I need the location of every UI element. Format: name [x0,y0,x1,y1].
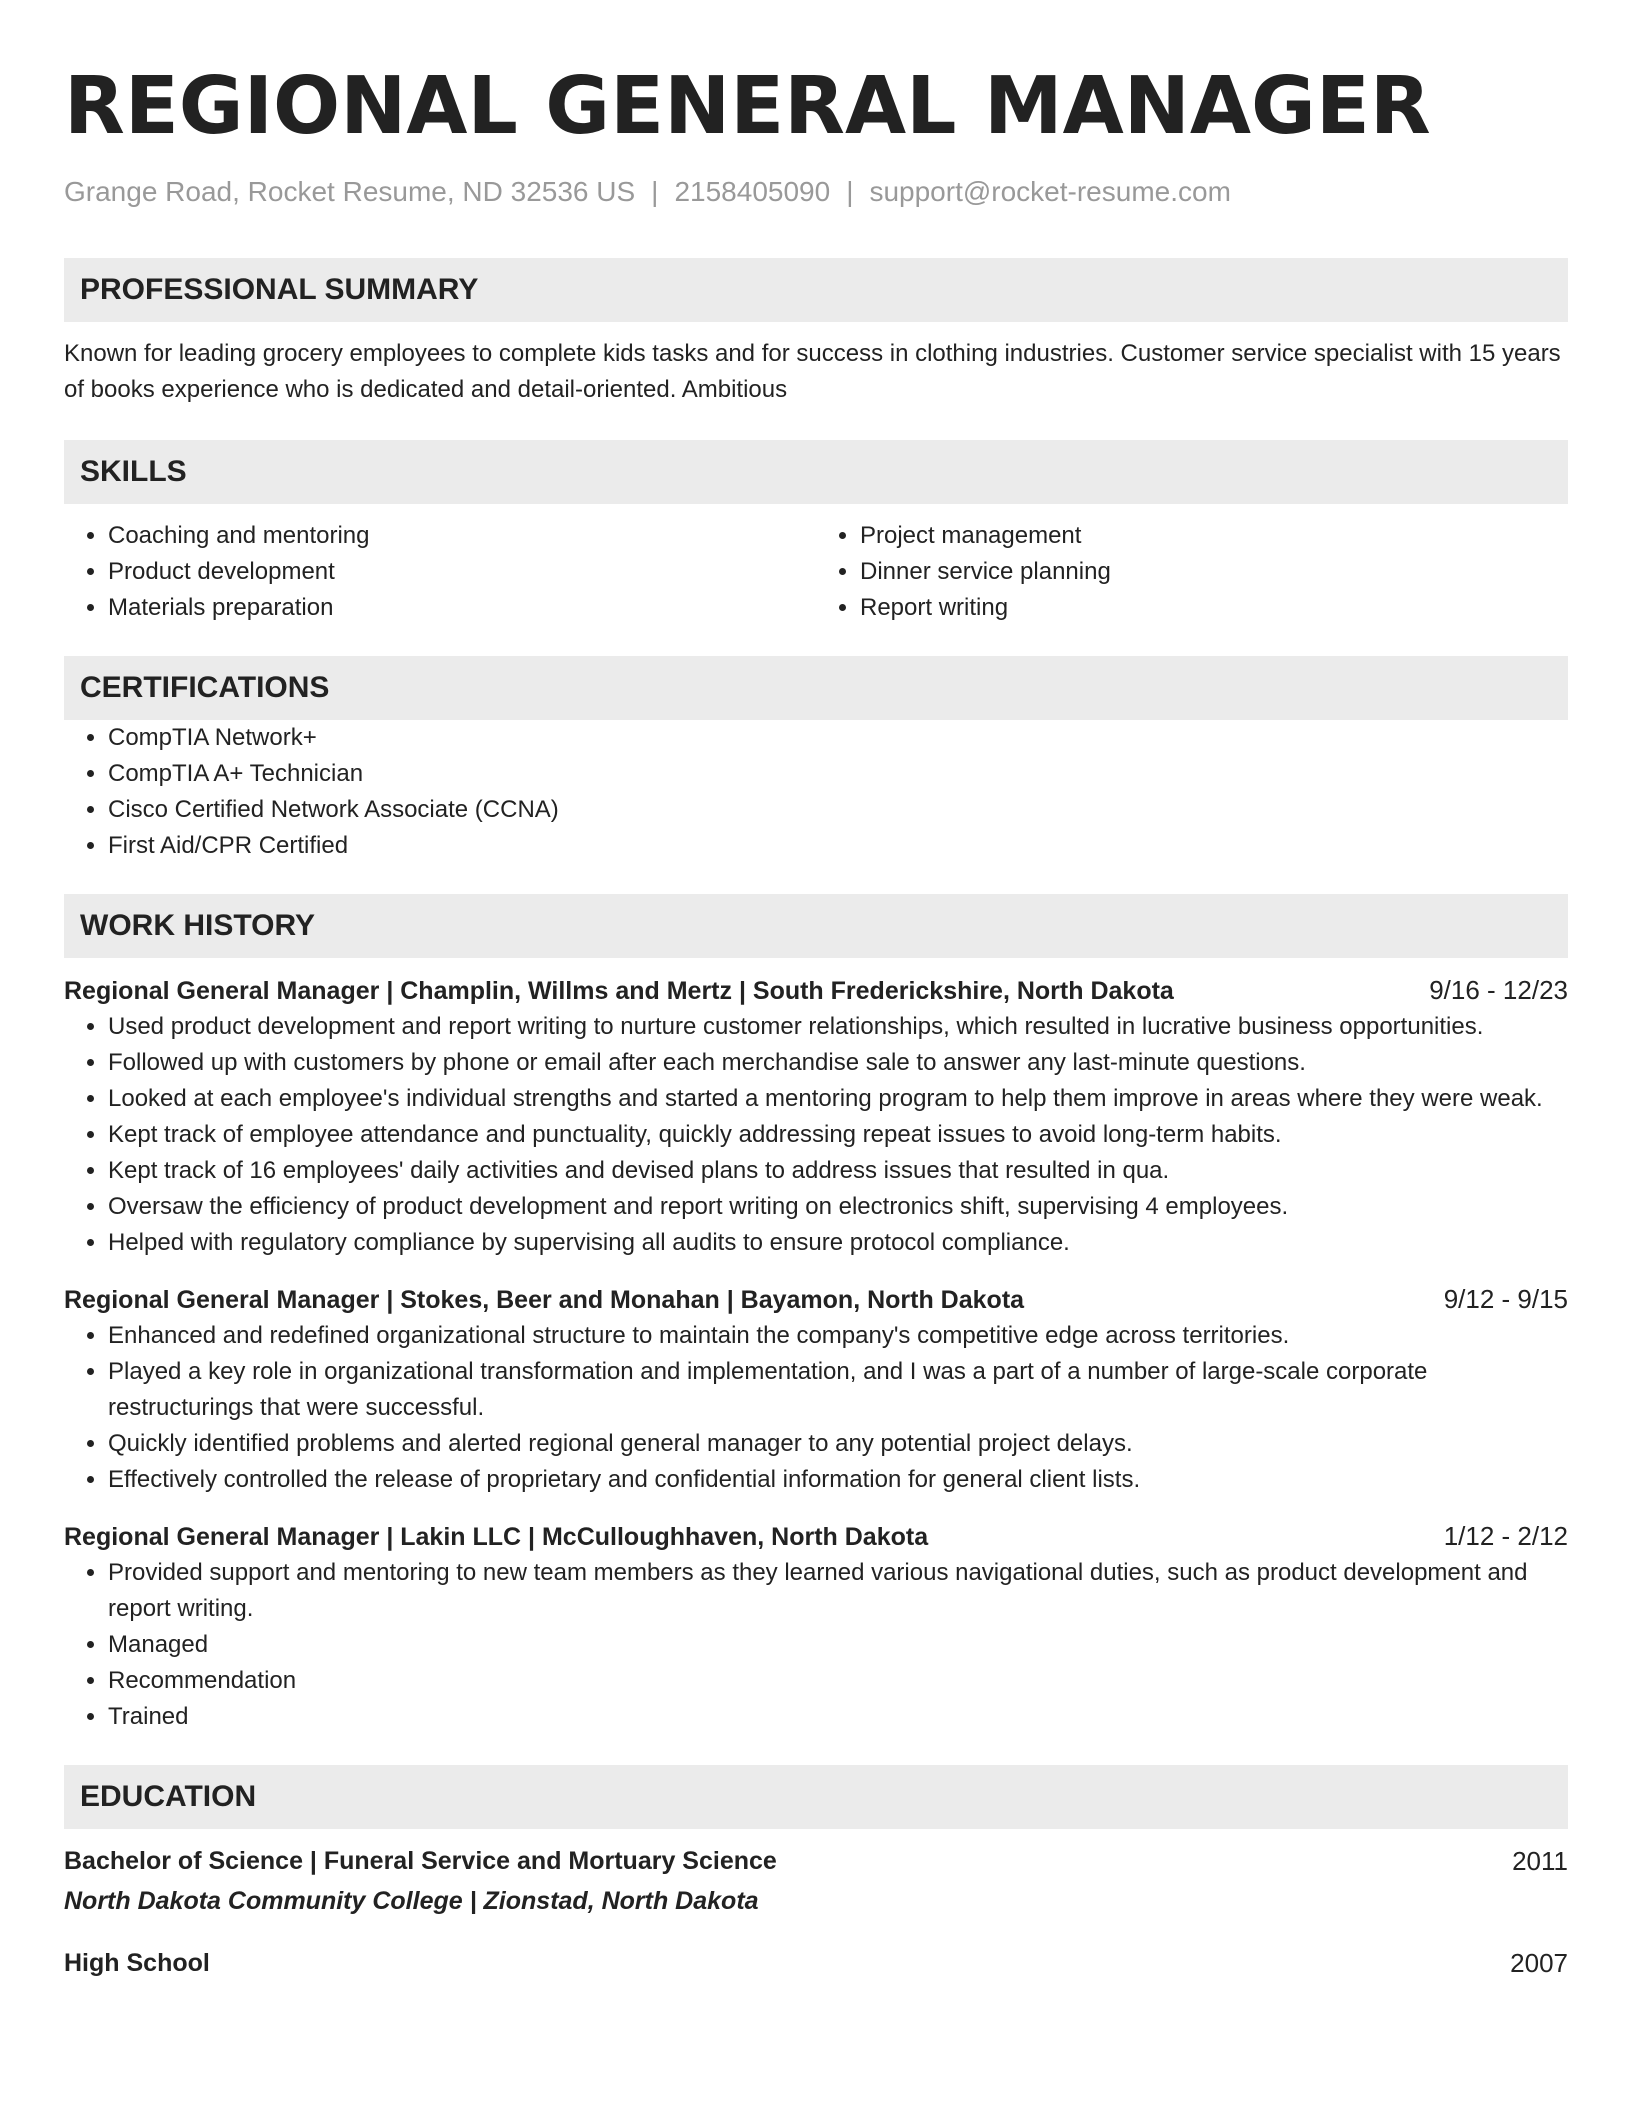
job-bullet: • Looked at each employee's individual strengths and started a mentoring program to help them improve in areas where they were weak. [108,1081,1568,1117]
skill-item: • Coaching and mentoring [108,518,816,554]
candidate-name: REGIONAL GENERAL MANAGER [64,60,1431,152]
education-entry [64,1843,1568,1919]
job-bullet: • Managed [108,1627,1568,1663]
contact-separator: | [651,176,659,207]
job-title-company: Regional General Manager | Lakin LLC | McCulloughhaven, North Dakota [64,1523,929,1551]
certifications-list [64,720,1568,864]
skills-list [64,518,1568,626]
skill-item: • Materials preparation [108,590,816,626]
education-degree: Bachelor of Science | Funeral Service and Mortuary Science [64,1847,777,1875]
job-heading-row [64,1281,1568,1318]
job-title-company: Regional General Manager | Stokes, Beer and Monahan | Bayamon, North Dakota [64,1286,1025,1314]
skill-item: • Project management [860,518,1568,554]
certification-item: • CompTIA A+ Technician [108,756,1568,792]
contact-line [64,172,1568,212]
job-bullet: • Helped with regulatory compliance by supervising all audits to ensure protocol compliance. [108,1225,1568,1261]
job-bullet: • Recommendation [108,1663,1568,1699]
job-bullet: • Followed up with customers by phone or email after each merchandise sale to answer any last-minute questions. [108,1045,1568,1081]
job-heading-row [64,972,1568,1009]
skills-column-left [64,518,816,626]
section-header-summary: PROFESSIONAL SUMMARY [64,258,1568,322]
education-year: 2007 [1510,1948,1568,1978]
contact-email[interactable]: support@rocket-resume.com [869,176,1231,207]
contact-phone: 2158405090 [674,176,831,207]
job-entry [64,1281,1568,1498]
job-bullet: • Kept track of 16 employees' daily activities and devised plans to address issues that resulted in qua. [108,1153,1568,1189]
job-heading-row [64,1518,1568,1555]
education-heading-row [64,1843,1568,1879]
job-bullets [64,1318,1568,1498]
skill-item: • Report writing [860,590,1568,626]
job-bullets [64,1555,1568,1735]
job-entry [64,1518,1568,1735]
job-dates: 1/12 - 2/12 [1443,1521,1568,1551]
section-header-work-history: WORK HISTORY [64,894,1568,958]
skill-item: • Product development [108,554,816,590]
skills-column-right [816,518,1568,626]
certification-item: • CompTIA Network+ [108,720,1568,756]
certification-item: • First Aid/CPR Certified [108,828,1568,864]
job-bullet: • Enhanced and redefined organizational structure to maintain the company's competitive edge across territories. [108,1318,1568,1354]
skill-item: • Dinner service planning [860,554,1568,590]
section-header-education: EDUCATION [64,1765,1568,1829]
summary-text: Known for leading grocery employees to complete kids tasks and for success in clothing industries. Customer service specialist with 15 years of books experience who is dedicated and detail-oriented. Ambitious [64,340,1561,403]
section-header-certifications: CERTIFICATIONS [64,656,1568,720]
job-bullet: • Kept track of employee attendance and punctuality, quickly addressing repeat issues to avoid long-term habits. [108,1117,1568,1153]
education-degree: High School [64,1949,210,1977]
job-bullet: • Provided support and mentoring to new team members as they learned various navigational duties, such as product development and report writing. [108,1555,1568,1627]
job-dates: 9/16 - 12/23 [1429,975,1568,1005]
job-bullets [64,1009,1568,1261]
job-dates: 9/12 - 9/15 [1443,1284,1568,1314]
job-entry [64,972,1568,1261]
education-heading-row [64,1945,1568,1981]
job-bullet: • Effectively controlled the release of proprietary and confidential information for general client lists. [108,1462,1568,1498]
contact-address: Grange Road, Rocket Resume, ND 32536 US [64,176,636,207]
education-school: North Dakota Community College | Zionstad, North Dakota [64,1887,759,1915]
job-bullet: • Quickly identified problems and alerted regional general manager to any potential project delays. [108,1426,1568,1462]
job-title-company: Regional General Manager | Champlin, Willms and Mertz | South Frederickshire, North Dakota [64,977,1174,1005]
job-bullet: • Oversaw the efficiency of product development and report writing on electronics shift, supervising 4 employees. [108,1189,1568,1225]
education-year: 2011 [1512,1846,1568,1876]
job-bullet: • Used product development and report writing to nurture customer relationships, which resulted in lucrative business opportunities. [108,1009,1568,1045]
section-header-skills: SKILLS [64,440,1568,504]
job-bullet: • Played a key role in organizational transformation and implementation, and I was a part of a number of large-scale corporate restructurings that were successful. [108,1354,1568,1426]
resume-content [64,50,1568,1981]
job-bullet: • Trained [108,1699,1568,1735]
education-entry [64,1945,1568,1981]
contact-separator: | [846,176,854,207]
certification-item: • Cisco Certified Network Associate (CCNA) [108,792,1568,828]
